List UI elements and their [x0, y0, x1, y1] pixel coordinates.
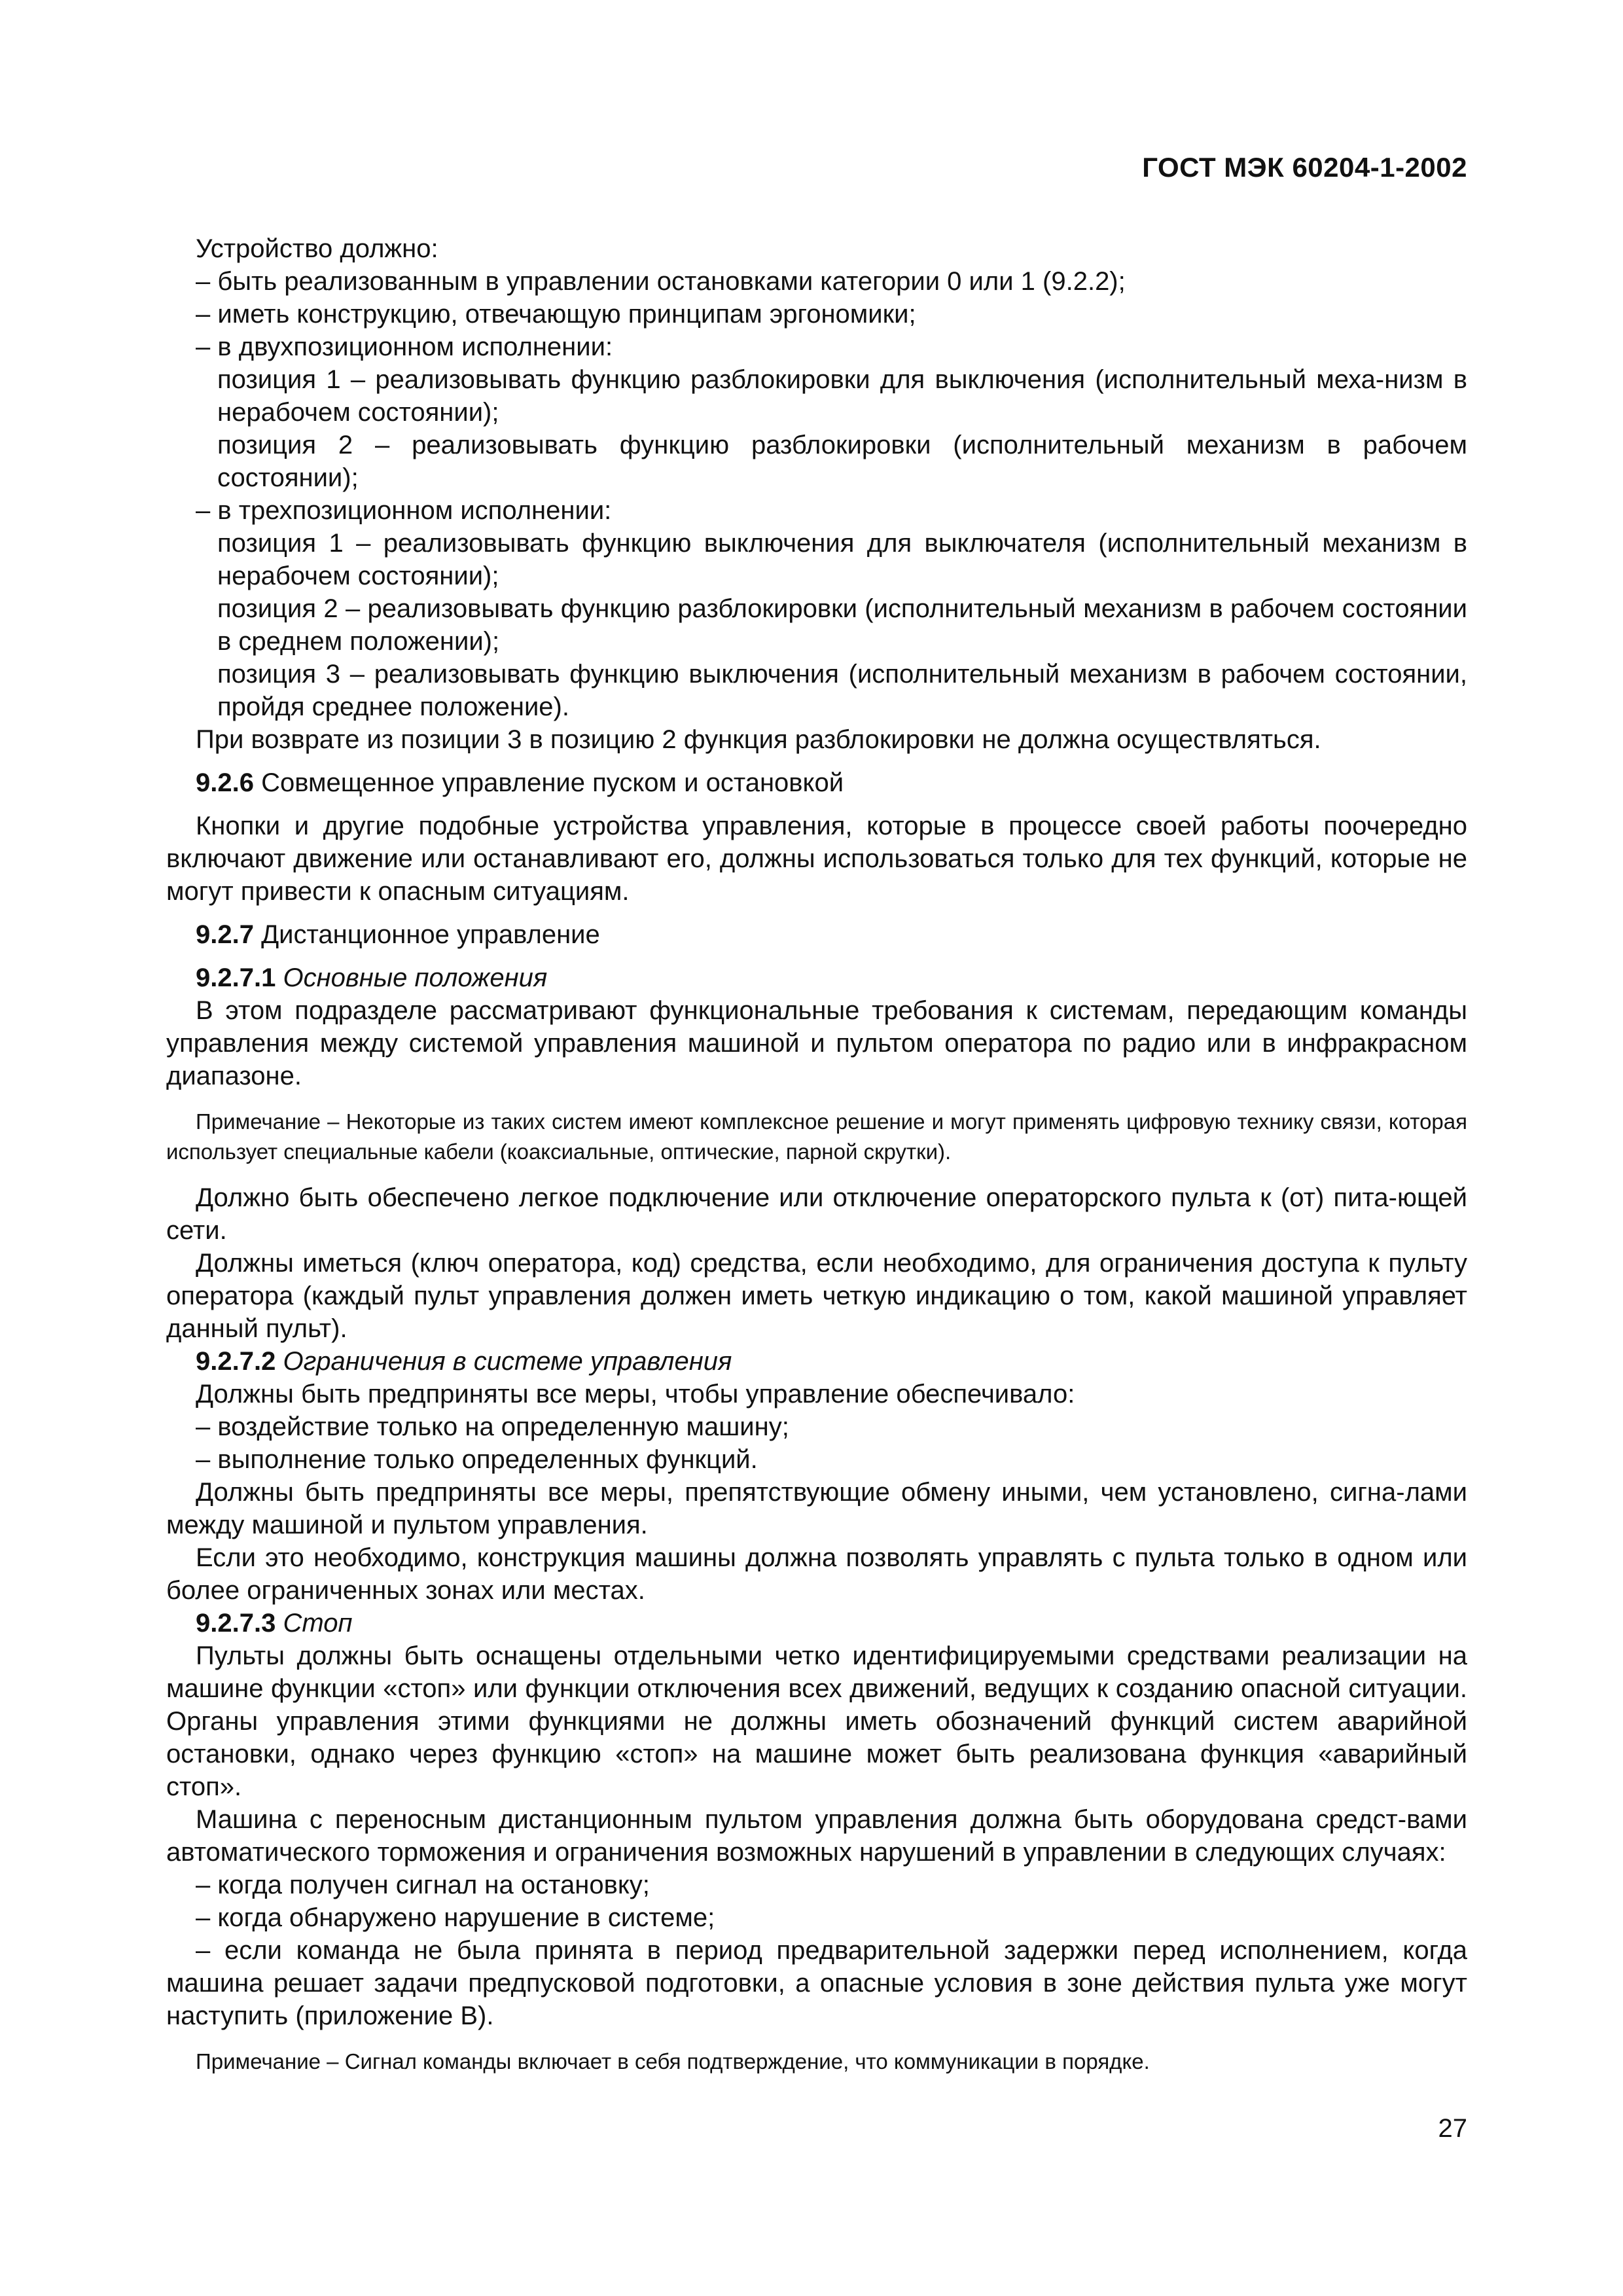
- return-note: При возврате из позиции 3 в позицию 2 функция разблокировки не должна осуществляться.: [196, 725, 1321, 754]
- paragraph: Машина с переносным дистанционным пультом управления должна быть оборудована средст-вами автоматического торможения и ограничения возможных нарушений в управлении в следующих случаях:: [166, 1805, 1467, 1867]
- position-item: позиция 1 – реализовывать функцию разблокировки для выключения (исполнительный меха-низм в нерабочем состоянии);: [217, 365, 1467, 427]
- paragraph: Должны иметься (ключ оператора, код) средства, если необходимо, для ограничения доступа к пульту оператора (каждый пульт управления должен иметь четкую индикацию о том, какой машиной управляет данный пульт).: [166, 1249, 1467, 1343]
- section-number: 9.2.7.1: [196, 963, 276, 992]
- section-number: 9.2.6: [196, 768, 254, 797]
- list-item: – выполнение только определенных функций.: [196, 1445, 758, 1474]
- paragraph: В этом подразделе рассматривают функциональные требования к системам, передающим команды управления между системой управления машиной и пультом оператора по радио или в инфракрасном диапазоне.: [166, 996, 1467, 1090]
- paragraph: Если это необходимо, конструкция машины должна позволять управлять с пульта только в одном или более ограниченных зонах или местах.: [166, 1543, 1467, 1605]
- position-item: позиция 1 – реализовывать функцию выключения для выключателя (исполнительный механизм в нерабочем состоянии);: [217, 529, 1467, 590]
- list-item: – быть реализованным в управлении остановками категории 0 или 1 (9.2.2);: [196, 267, 1126, 296]
- note: Примечание – Сигнал команды включает в себя подтверждение, что коммуникации в порядке.: [196, 2049, 1150, 2073]
- section-title: Стоп: [283, 1609, 353, 1638]
- position-item: позиция 3 – реализовывать функцию выключения (исполнительный механизм в рабочем состоянии, пройдя среднее положение).: [217, 660, 1467, 721]
- list-item: – в трехпозиционном исполнении:: [196, 496, 612, 525]
- paragraph: Пульты должны быть оснащены отдельными четко идентифицируемыми средствами реализации на машине функции «стоп» или функции отключения всех движений, ведущих к созданию опасной ситуации. Органы управления этими функциями не должны иметь обозначений функций систем аварийной остановки, однако через функцию «стоп» на машине может быть реализована функция «аварийный стоп».: [166, 1641, 1467, 1801]
- document-code-header: ГОСТ МЭК 60204-1-2002: [1142, 152, 1467, 183]
- section-heading-9271: [166, 951, 1467, 994]
- list-item: – иметь конструкцию, отвечающую принципам эргономики;: [196, 300, 916, 329]
- list-item: – если команда не была принята в период предварительной задержки перед исполнением, когда машина решает задачи предпусковой подготовки, а опасные условия в зоне действия пульта уже могут наступить (приложение В).: [166, 1936, 1467, 2030]
- section-title: Основные положения: [283, 963, 548, 992]
- section-heading-9272: [166, 1345, 1467, 1378]
- list-item: – воздействие только на определенную машину;: [196, 1412, 789, 1441]
- note: Примечание – Некоторые из таких систем имеют комплексное решение и могут применять цифровую технику связи, которая использует специальные кабели (коаксиальные, оптические, парной скрутки).: [166, 1109, 1467, 1164]
- section-heading-927: [166, 908, 1467, 951]
- document-body: [166, 232, 1467, 2091]
- section-heading-926: [166, 756, 1467, 799]
- list-item: – в двухпозиционном исполнении:: [196, 332, 613, 361]
- list-item: – когда получен сигнал на остановку;: [196, 1871, 650, 1899]
- section-number: 9.2.7.3: [196, 1609, 276, 1638]
- section-number: 9.2.7.2: [196, 1347, 276, 1376]
- section-number: 9.2.7: [196, 920, 254, 949]
- section-title: Совмещенное управление пуском и остановкой: [261, 768, 844, 797]
- section-heading-9273: [166, 1607, 1467, 1640]
- position-item: позиция 2 – реализовывать функцию разблокировки (исполнительный механизм в рабочем состоянии);: [217, 431, 1467, 492]
- section-title: Дистанционное управление: [261, 920, 600, 949]
- intro-line: Устройство должно:: [196, 234, 438, 263]
- section-title: Ограничения в системе управления: [283, 1347, 732, 1376]
- list-item: – когда обнаружено нарушение в системе;: [196, 1903, 715, 1932]
- paragraph: Должно быть обеспечено легкое подключение или отключение операторского пульта к (от) пита-ющей сети.: [166, 1183, 1467, 1245]
- position-item: позиция 2 – реализовывать функцию разблокировки (исполнительный механизм в рабочем состоянии в среднем положении);: [217, 594, 1467, 656]
- page-number: 27: [1438, 2114, 1467, 2143]
- paragraph: Должны быть предприняты все меры, препятствующие обмену иными, чем установлено, сигна-лами между машиной и пультом управления.: [166, 1478, 1467, 1539]
- paragraph: Должны быть предприняты все меры, чтобы управление обеспечивало:: [196, 1380, 1075, 1408]
- paragraph: Кнопки и другие подобные устройства управления, которые в процессе своей работы поочередно включают движение или останавливают его, должны использоваться только для тех функций, которые не могут привести к опасным ситуациям.: [166, 812, 1467, 906]
